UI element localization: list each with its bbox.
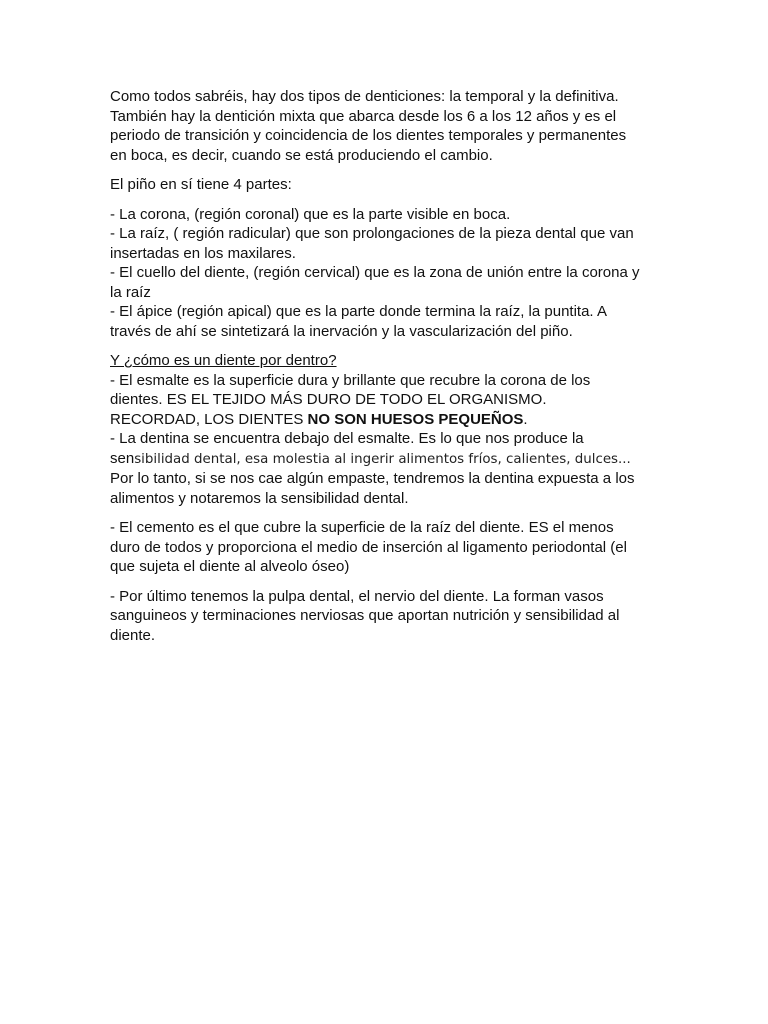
intro-paragraph	[110, 87, 662, 165]
text-line: que sujeta el diente al alveolo óseo)	[110, 558, 350, 575]
text-line: sensibilidad dental, esa molestia al ingerir alimentos fríos, calientes, dulces...	[110, 449, 631, 467]
text-line: Por lo tanto, si se nos cae algún empaste, tendremos la dentina expuesta a los	[110, 470, 635, 487]
text-line: través de ahí se sintetizará la inervación y la vascularización del piño.	[110, 322, 573, 340]
text-line: duro de todos y proporciona el medio de inserción al ligamento periodontal (el	[110, 538, 627, 556]
text-line: - Por último tenemos la pulpa dental, el nervio del diente. La forman vasos	[110, 587, 604, 605]
text-line: en boca, es decir, cuando se está produciendo el cambio.	[110, 146, 493, 164]
text-line: - La raíz, ( región radicular) que son prolongaciones de la pieza dental que van	[110, 225, 634, 242]
text-line: alimentos y notaremos la sensibilidad dental.	[110, 489, 409, 507]
text-line: RECORDAD, LOS DIENTES NO SON HUESOS PEQUEÑOS.	[110, 410, 528, 428]
text-line: dientes. ES EL TEJIDO MÁS DURO DE TODO EL ORGANISMO.	[110, 391, 547, 408]
text-line: - El cemento es el que cubre la superficie de la raíz del diente. ES el menos	[110, 519, 614, 536]
inside-heading: Y ¿cómo es un diente por dentro?	[110, 352, 337, 369]
emphasis-text: NO SON HUESOS PEQUEÑOS	[307, 410, 524, 428]
text-line: la raíz	[110, 283, 151, 301]
text-line: También hay la dentición mixta que abarca desde los 6 a los 12 años y es el	[110, 107, 617, 125]
text-line: - El cuello del diente, (región cervical) que es la zona de unión entre la corona y	[110, 264, 640, 281]
parts-heading: El piño en sí tiene 4 partes:	[110, 176, 292, 193]
parts-list	[110, 205, 662, 342]
text-line: diente.	[110, 626, 156, 644]
cemento-paragraph	[110, 518, 662, 577]
text-line: Como todos sabréis, hay dos tipos de denticiones: la temporal y la definitiva.	[110, 88, 619, 105]
document-body	[110, 87, 662, 645]
text-line: - El ápice (región apical) que es la parte donde termina la raíz, la puntita. A	[110, 303, 607, 320]
text-line: - La dentina se encuentra debajo del esmalte. Es lo que nos produce la	[110, 430, 584, 447]
text-line: sanguineos y terminaciones nerviosas que aportan nutrición y sensibilidad al	[110, 607, 620, 624]
text-line: periodo de transición y coincidencia de los dientes temporales y permanentes	[110, 127, 627, 144]
text-line: - El esmalte es la superficie dura y brillante que recubre la corona de los	[110, 371, 591, 389]
pulpa-paragraph	[110, 587, 662, 646]
text-line: insertadas en los maxilares.	[110, 244, 296, 262]
inside-paragraph	[110, 351, 662, 508]
text-line: - La corona, (región coronal) que es la parte visible en boca.	[110, 205, 511, 223]
